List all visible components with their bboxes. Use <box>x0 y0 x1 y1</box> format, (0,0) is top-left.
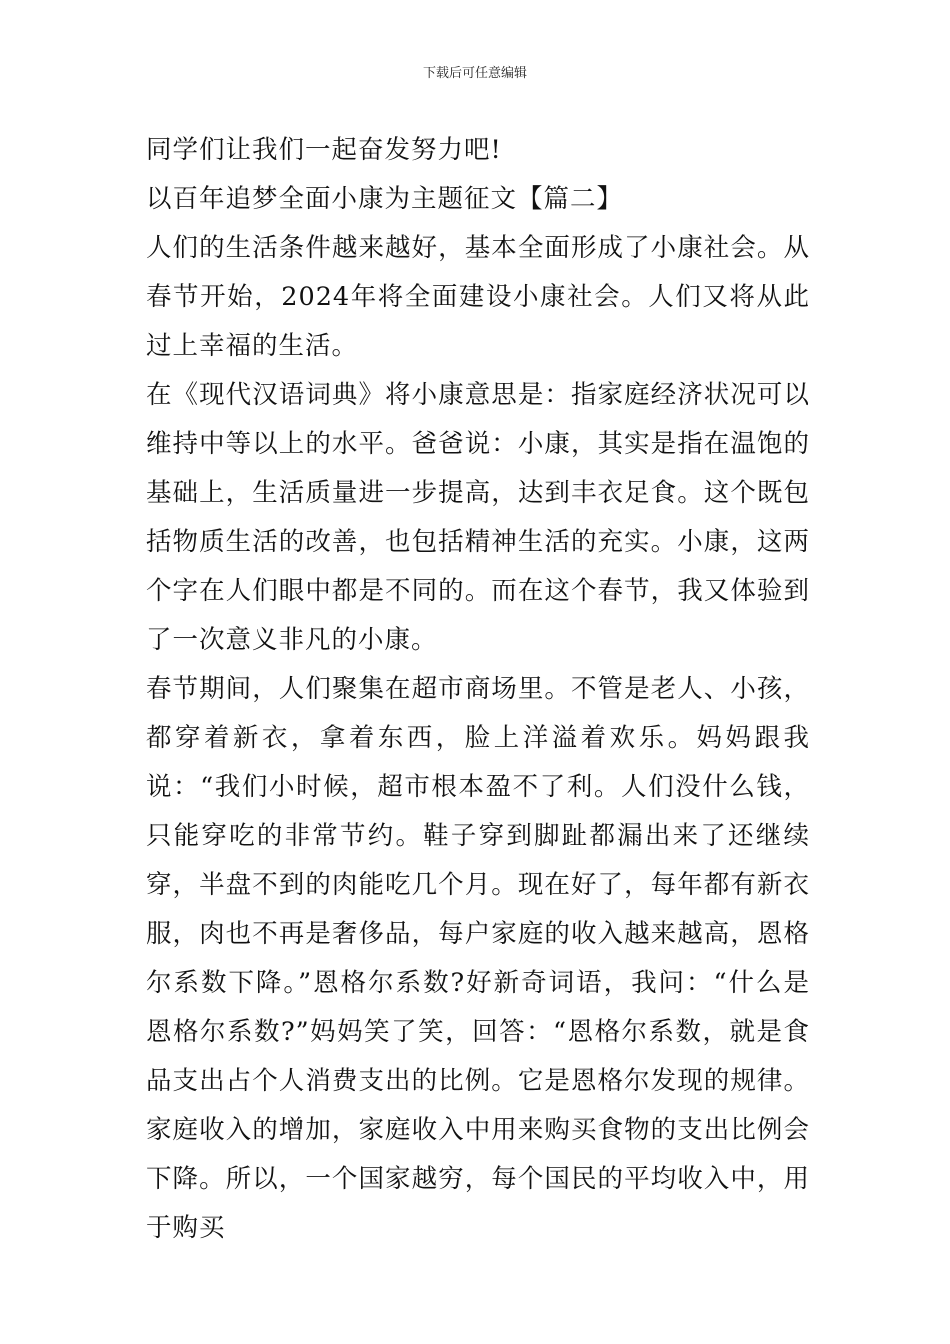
paragraph: 春节期间，人们聚集在超市商场里。不管是老人、小孩，都穿着新衣，拿着东西，脸上洋溢着欢乐。妈妈跟我说：“我们小时候，超市根本盈不了利。人们没什么钱，只能穿吃的非常节约。鞋子穿到脚趾都漏出来了还继续穿，半盘不到的肉能吃几个月。现在好了，每年都有新衣服，肉也不再是奢侈品，每户家庭的收入越来越高，恩格尔系数下降。”恩格尔系数?好新奇词语，我问：“什么是恩格尔系数?”妈妈笑了笑，回答：“恩格尔系数，就是食品支出占个人消费支出的比例。它是恩格尔发现的规律。家庭收入的增加，家庭收入中用来购买食物的支出比例会下降。所以，一个国家越穷，每个国民的平均收入中，用于购买 <box>146 674 810 1243</box>
document-body <box>146 126 810 1253</box>
paragraph-closing-line: 同学们让我们一起奋发努力吧! <box>146 135 502 165</box>
paragraph: 在《现代汉语词典》将小康意思是：指家庭经济状况可以维持中等以上的水平。爸爸说：小康，其实是指在温饱的基础上，生活质量进一步提高，达到丰衣足食。这个既包括物质生活的改善，也包括精神生活的充实。小康，这两个字在人们眼中都是不同的。而在这个春节，我又体验到了一次意义非凡的小康。 <box>146 380 810 655</box>
page-header-note: 下载后可任意编辑 <box>422 66 527 81</box>
section-title: 以百年追梦全面小康为主题征文【篇二】 <box>146 184 624 214</box>
paragraph: 人们的生活条件越来越好，基本全面形成了小康社会。从春节开始，2024年将全面建设小康社会。人们又将从此过上幸福的生活。 <box>146 233 810 361</box>
